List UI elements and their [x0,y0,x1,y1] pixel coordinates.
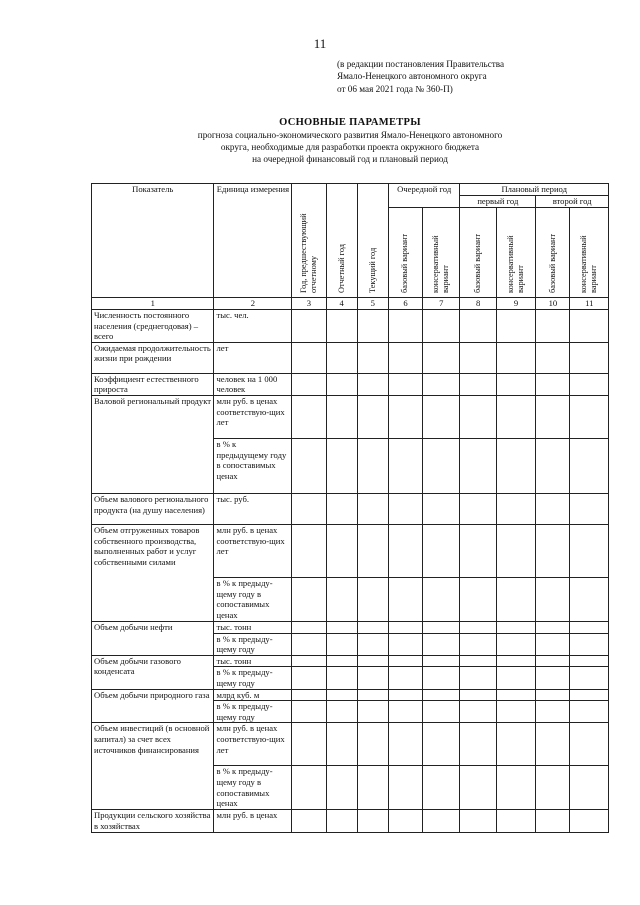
value-cell[interactable] [388,310,422,343]
unit-cell: в % к предыду-щему году [214,633,292,655]
header-current-year: Текущий год [357,184,388,298]
value-cell[interactable] [536,493,570,524]
value-cell[interactable] [460,438,496,493]
value-cell[interactable] [326,667,357,689]
value-cell[interactable] [292,723,326,766]
value-cell[interactable] [423,524,460,577]
value-cell[interactable] [423,701,460,723]
value-cell[interactable] [460,395,496,438]
unit-cell: тыс. тонн [214,621,292,633]
value-cell[interactable] [536,766,570,810]
indicator-cell: Валовой региональный продукт [92,395,214,493]
value-cell[interactable] [326,621,357,633]
value-cell[interactable] [460,342,496,373]
value-cell[interactable] [357,438,388,493]
header-planning-period: Плановый период [460,184,609,196]
value-cell[interactable] [292,310,326,343]
value-cell[interactable] [357,310,388,343]
value-cell[interactable] [326,701,357,723]
unit-cell: в % к предыду-щему году в сопоставимых ценах [214,766,292,810]
value-cell[interactable] [388,621,422,633]
subtitle-line: прогноза социально-экономического развития Ямало-Ненецкого автономного [197,130,503,140]
indicator-cell: Объем добычи газового конденсата [92,655,214,689]
unit-cell: в % к предыду-щему году [214,701,292,723]
header-base-variant: базовый вариант [460,208,496,298]
value-cell[interactable] [423,766,460,810]
edition-line: Ямало-Ненецкого автономного округа [337,71,487,82]
value-cell[interactable] [496,689,535,701]
value-cell[interactable] [536,310,570,343]
value-cell[interactable] [423,667,460,689]
value-cell[interactable] [388,577,422,621]
title-block [150,117,550,165]
value-cell[interactable] [570,689,609,701]
table-row [92,655,609,667]
value-cell[interactable] [536,655,570,667]
value-cell[interactable] [292,524,326,577]
value-cell[interactable] [326,395,357,438]
header-second-year: второй год [536,196,609,208]
unit-cell: тыс. руб. [214,493,292,524]
value-cell[interactable] [423,438,460,493]
value-cell[interactable] [423,310,460,343]
page-number: 11 [313,36,327,51]
header-indicator: Показатель [92,184,214,298]
value-cell[interactable] [326,438,357,493]
subtitle-line: округа, необходимые для разработки проекта окружного бюджета [220,142,480,152]
value-cell[interactable] [536,577,570,621]
indicator-cell: Численность постоянного населения (среднегодовая) – всего [92,310,214,343]
value-cell[interactable] [496,655,535,667]
value-cell[interactable] [357,524,388,577]
value-cell[interactable] [388,524,422,577]
value-cell[interactable] [460,723,496,766]
edition-note [337,58,587,95]
value-cell[interactable] [326,577,357,621]
value-cell[interactable] [292,701,326,723]
column-number: 10 [536,298,570,310]
value-cell[interactable] [357,342,388,373]
value-cell[interactable] [388,723,422,766]
value-cell[interactable] [536,633,570,655]
value-cell[interactable] [326,493,357,524]
value-cell[interactable] [423,689,460,701]
value-cell[interactable] [496,524,535,577]
value-cell[interactable] [326,633,357,655]
value-cell[interactable] [460,621,496,633]
column-number-row [92,298,609,310]
value-cell[interactable] [292,810,326,832]
value-cell[interactable] [570,667,609,689]
unit-cell: млн руб. в ценах соответствую-щих лет [214,723,292,766]
value-cell[interactable] [326,810,357,832]
value-cell[interactable] [357,723,388,766]
value-cell[interactable] [388,395,422,438]
header-base-variant: базовый вариант [536,208,570,298]
value-cell[interactable] [536,621,570,633]
indicator-cell: Объем добычи природного газа [92,689,214,723]
table-row [92,310,609,343]
value-cell[interactable] [326,689,357,701]
table-row [92,524,609,577]
value-cell[interactable] [460,667,496,689]
value-cell[interactable] [357,373,388,395]
value-cell[interactable] [326,723,357,766]
table-row [92,342,609,373]
subtitle-line: на очередной финансовый год и плановый период [252,154,448,164]
value-cell[interactable] [292,689,326,701]
value-cell[interactable] [570,438,609,493]
unit-cell: млн руб. в ценах [214,810,292,832]
table-row [92,689,609,701]
value-cell[interactable] [357,701,388,723]
value-cell[interactable] [496,701,535,723]
value-cell[interactable] [496,310,535,343]
edition-line: (в редакции постановления Правительства [337,59,505,69]
indicator-cell: Ожидаемая продолжительность жизни при рождении [92,342,214,373]
value-cell[interactable] [423,633,460,655]
value-cell[interactable] [292,395,326,438]
parameters-table [91,183,609,833]
value-cell[interactable] [326,766,357,810]
value-cell[interactable] [536,810,570,832]
unit-cell: в % к предыдущему году в сопоставимых ценах [214,438,292,493]
header-unit: Единица измерения [214,184,292,298]
value-cell[interactable] [357,577,388,621]
value-cell[interactable] [326,342,357,373]
value-cell[interactable] [570,310,609,343]
value-cell[interactable] [496,766,535,810]
column-number: 8 [460,298,496,310]
indicator-cell: Объем отгруженных товаров собственного производства, выполненных работ и услуг собственными силами [92,524,214,621]
unit-cell: млн руб. в ценах соответствую-щих лет [214,524,292,577]
value-cell[interactable] [357,633,388,655]
table-row [92,810,609,832]
value-cell[interactable] [388,689,422,701]
value-cell[interactable] [570,701,609,723]
unit-cell: в % к предыду-щему году в сопоставимых ценах [214,577,292,621]
value-cell[interactable] [496,723,535,766]
unit-cell: тыс. чел. [214,310,292,343]
indicator-cell: Продукции сельского хозяйства в хозяйствах [92,810,214,832]
edition-line: от 06 мая 2021 года № 360-П) [337,83,453,94]
value-cell[interactable] [496,621,535,633]
value-cell[interactable] [423,655,460,667]
value-cell[interactable] [423,373,460,395]
value-cell[interactable] [357,689,388,701]
value-cell[interactable] [357,655,388,667]
value-cell[interactable] [570,633,609,655]
value-cell[interactable] [357,667,388,689]
value-cell[interactable] [536,689,570,701]
value-cell[interactable] [423,723,460,766]
header-next-year: Очередной год [388,184,460,208]
header-year-before-report: Год, предшествующий отчетному [292,184,326,298]
column-number: 11 [570,298,609,310]
table-row [92,621,609,633]
value-cell[interactable] [292,667,326,689]
column-number: 3 [292,298,326,310]
value-cell[interactable] [496,395,535,438]
value-cell[interactable] [388,633,422,655]
value-cell[interactable] [570,621,609,633]
value-cell[interactable] [496,373,535,395]
table-row [92,723,609,766]
unit-cell: млрд куб. м [214,689,292,701]
value-cell[interactable] [326,524,357,577]
value-cell[interactable] [357,810,388,832]
header-conservative-variant: консервативный вариант [570,208,609,298]
value-cell[interactable] [388,493,422,524]
header-report-year: Отчетный год [326,184,357,298]
indicator-cell: Объем валового регионального продукта (на душу населения) [92,493,214,524]
column-number: 4 [326,298,357,310]
value-cell[interactable] [357,766,388,810]
value-cell[interactable] [570,395,609,438]
value-cell[interactable] [570,342,609,373]
value-cell[interactable] [536,524,570,577]
value-cell[interactable] [460,701,496,723]
value-cell[interactable] [570,723,609,766]
value-cell[interactable] [292,621,326,633]
unit-cell: лет [214,342,292,373]
value-cell[interactable] [357,493,388,524]
value-cell[interactable] [536,395,570,438]
value-cell[interactable] [460,766,496,810]
value-cell[interactable] [570,373,609,395]
value-cell[interactable] [570,766,609,810]
value-cell[interactable] [292,373,326,395]
value-cell[interactable] [388,373,422,395]
header-base-variant: базовый вариант [388,208,422,298]
value-cell[interactable] [536,723,570,766]
table-row [92,395,609,438]
value-cell[interactable] [536,438,570,493]
value-cell[interactable] [570,655,609,667]
unit-cell: млн руб. в ценах соответствую-щих лет [214,395,292,438]
column-number: 2 [214,298,292,310]
header-conservative-variant: консервативный вариант [496,208,535,298]
value-cell[interactable] [570,810,609,832]
value-cell[interactable] [460,633,496,655]
indicator-cell: Объем добычи нефти [92,621,214,655]
unit-cell: человек на 1 000 человек [214,373,292,395]
value-cell[interactable] [496,633,535,655]
value-cell[interactable] [326,310,357,343]
value-cell[interactable] [570,524,609,577]
value-cell[interactable] [570,577,609,621]
value-cell[interactable] [460,577,496,621]
value-cell[interactable] [388,438,422,493]
value-cell[interactable] [423,395,460,438]
header-conservative-variant: консервативный вариант [423,208,460,298]
value-cell[interactable] [423,342,460,373]
value-cell[interactable] [388,655,422,667]
indicator-cell: Объем инвестиций (в основной капитал) за счет всех источников финансирования [92,723,214,810]
column-number: 9 [496,298,535,310]
value-cell[interactable] [388,342,422,373]
value-cell[interactable] [292,438,326,493]
value-cell[interactable] [292,655,326,667]
value-cell[interactable] [570,493,609,524]
value-cell[interactable] [388,810,422,832]
value-cell[interactable] [496,342,535,373]
table-row [92,493,609,524]
column-number: 5 [357,298,388,310]
value-cell[interactable] [423,621,460,633]
value-cell[interactable] [423,810,460,832]
value-cell[interactable] [460,655,496,667]
value-cell[interactable] [536,342,570,373]
value-cell[interactable] [496,667,535,689]
value-cell[interactable] [460,310,496,343]
column-number: 6 [388,298,422,310]
value-cell[interactable] [496,438,535,493]
value-cell[interactable] [460,524,496,577]
value-cell[interactable] [460,689,496,701]
table-row [92,373,609,395]
document-title: ОСНОВНЫЕ ПАРАМЕТРЫ [279,117,421,128]
value-cell[interactable] [388,667,422,689]
value-cell[interactable] [292,766,326,810]
value-cell[interactable] [460,493,496,524]
value-cell[interactable] [292,577,326,621]
header-first-year: первый год [460,196,536,208]
value-cell[interactable] [423,577,460,621]
value-cell[interactable] [292,342,326,373]
value-cell[interactable] [536,701,570,723]
column-number: 7 [423,298,460,310]
value-cell[interactable] [536,373,570,395]
value-cell[interactable] [496,493,535,524]
unit-cell: в % к предыду-щему году [214,667,292,689]
value-cell[interactable] [326,373,357,395]
value-cell[interactable] [292,633,326,655]
value-cell[interactable] [326,655,357,667]
value-cell[interactable] [460,810,496,832]
value-cell[interactable] [292,493,326,524]
value-cell[interactable] [536,667,570,689]
unit-cell: тыс. тонн [214,655,292,667]
value-cell[interactable] [388,766,422,810]
value-cell[interactable] [496,810,535,832]
value-cell[interactable] [423,493,460,524]
column-number: 1 [92,298,214,310]
value-cell[interactable] [357,395,388,438]
value-cell[interactable] [496,577,535,621]
indicator-cell: Коэффициент естественного прироста [92,373,214,395]
value-cell[interactable] [388,701,422,723]
value-cell[interactable] [357,621,388,633]
value-cell[interactable] [460,373,496,395]
